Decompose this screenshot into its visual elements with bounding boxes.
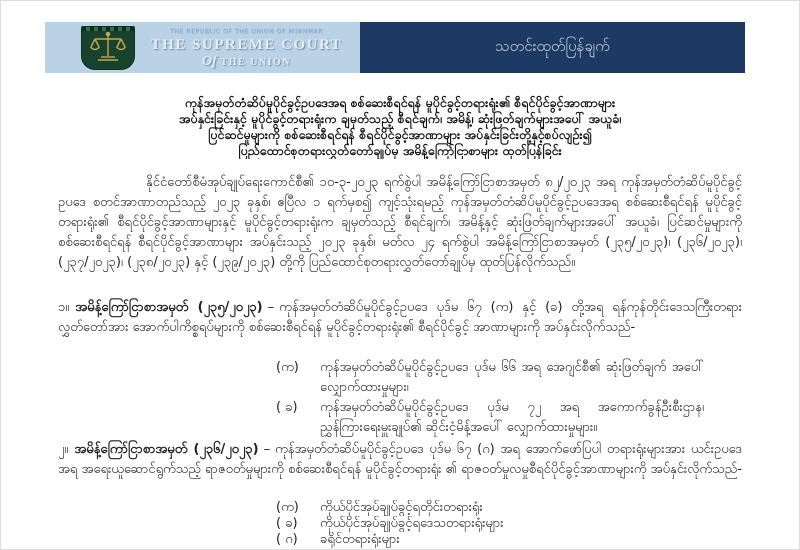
section-2-paragraph — [58, 440, 742, 500]
press-release-banner-text: သတင်းထုတ်ပြန်ချက် — [495, 36, 610, 55]
republic-line: THE REPUBLIC OF THE UNION OF MYANMAR — [170, 27, 323, 35]
list-item — [58, 398, 742, 438]
section-1-heading: အမိန့်ကြော်ငြာစာအမှတ် (၂၃၅/၂၀၂၃) — [75, 300, 263, 315]
court-subtitle — [139, 55, 354, 69]
list-item-text: ကုန်အမှတ်တံဆိပ်မူပိုင်ခွင့်ဥပဒေ ပုဒ်မ ၆၆ အရ အေဂျင်စီ၏ ဆုံးဖြတ်ချက် အပေါ် လျှောက်ထားမှုများ၊ — [320, 360, 704, 395]
list-item-label: (က) — [276, 500, 299, 515]
list-item — [58, 358, 742, 398]
section-1 — [58, 298, 742, 438]
court-title-block — [135, 27, 360, 69]
court-name: THE SUPREME COURT — [150, 36, 343, 53]
list-item-label: ( ဂ) — [276, 532, 298, 547]
section-2-dash: – — [263, 442, 271, 457]
document-title — [58, 95, 742, 159]
title-line-4: ပြည်ထောင်စုတရားလွှတ်တော်ချုပ်မှ အမိန့်ကြော်ငြာစာများ ထုတ်ပြန်ခြင်း — [238, 143, 562, 158]
header-band — [45, 22, 745, 73]
list-item-text: ကိုယ်ပိုင်အုပ်ချုပ်ခွင့်ရဒေသတရားရုံးများ — [320, 516, 504, 531]
section-2-number: ၂။ — [58, 442, 69, 457]
list-item — [58, 500, 742, 516]
list-item — [58, 516, 742, 532]
document-body — [0, 73, 800, 548]
list-item-label: ( ခ) — [276, 400, 298, 415]
supreme-court-crest — [81, 26, 135, 70]
intro-paragraph: နိုင်ငံတော်စီမံအုပ်ချုပ်ရေးကောင်စီ၏ ၁၀-၃-၂၀၂၃ ရက်စွဲပါ အမိန့်ကြော်ငြာစာအမှတ် ၈၂/၂၀၂၃ အရ ကုန်အမှတ်တံဆိပ်မူပိုင်ခွင့်ဥပဒေ စတင်အာဏာတည်သည့် ၂၀၂၃ ခုနှစ်၊ ဧပြီလ ၁ ရက်မှစ၍ ကျင့်သုံးရမည့် ကုန်အမှတ်တံဆိပ်မူပိုင်ခွင့်ဥပဒေအရ စစ်ဆေးစီရင်ရန် မူပိုင်ခွင့်တရားရုံး၏ စီရင်ပိုင်ခွင့်အာဏာများနှင့် မူပိုင်ခွင့်တရားရုံးက ချမှတ်သည့် စီရင်ချက်၊ အမိန့်နှင့် ဆုံးဖြတ်ချက်များအပေါ် အယူခံ၊ ပြင်ဆင်မှုများကို စစ်ဆေးစီရင်ရန် စီရင်ပိုင်ခွင့်အာဏာများ အပ်နှင်းသည့် ၂၀၂၃ ခုနှစ်၊ မတ်လ ၂၄ ရက်စွဲပါ အမိန့်ကြော်ငြာစာအမှတ် (၂၃၅/၂၀၂၃)၊ (၂၃၆/၂၀၂၃)၊ (၂၃၇/၂၀၂၃)၊ (၂၃၈/၂၀၂၃) နှင့် (၂၃၉/၂၀၂၃) တို့ကို ပြည်ထောင်စုတရားလွှတ်တော်ချုပ်မှ ထုတ်ပြန်လိုက်သည်။ — [58, 175, 742, 270]
court-subtitle-of: Of — [201, 53, 217, 69]
list-item-text: ခရိုင်တရားရုံးများ — [320, 532, 400, 547]
section-2-heading: အမိန့်ကြော်ငြာစာအမှတ် (၂၃၆/၂၀၂၃) — [74, 442, 259, 457]
title-line-2: အပ်နှင်းခြင်းနှင့် မူပိုင်ခွင့်တရားရုံးက ချမှတ်သည့် စီရင်ချက်၊ အမိန့်၊ ဆုံးဖြတ်ချက်များအပေါ် အယူခံ၊ — [178, 111, 622, 126]
list-item-label: (က) — [276, 360, 299, 375]
list-item-label: ( ခ) — [276, 516, 298, 531]
section-2-body: ကုန်အမှတ်တံဆိပ်မူပိုင်ခွင့်ဥပဒေ ပုဒ်မ ၆၇ (ဂ) အရ အောက်ဖော်ပြပါ တရားရုံးများအား ယင်းဥပဒေအရ အရေးယူဆောင်ရွက်သည့် ရာဇဝတ်မှုများကို စစ်ဆေးစီရင်ရန် မူပိုင်ခွင့်တရားရုံး ၏ ရာဇဝတ်မှုလမှုစီရင်ပိုင်ခွင့်အာဏာများကို အပ်နှင်းလိုက်သည်- — [58, 442, 742, 477]
list-item-text: ကိုယ်ပိုင်အုပ်ချုပ်ခွင့်ရတိုင်းတရားရုံး — [320, 500, 483, 515]
section-1-paragraph — [58, 298, 742, 358]
section-1-number: ၁။ — [58, 300, 70, 315]
list-item — [58, 532, 742, 548]
scales-of-justice-icon — [88, 31, 128, 65]
court-subtitle-rest: THE UNION — [220, 56, 292, 68]
section-2 — [58, 440, 742, 548]
press-release-banner — [360, 22, 745, 73]
title-line-3: ပြင်ဆင်မှုများကို စစ်ဆေးစီရင်ရန် စီရင်ပိုင်ခွင့်အာဏာများ အပ်နှင်းခြင်းတို့နှင့်စပ်လျဉ်း၍ — [208, 127, 592, 142]
section-1-body: ကုန်အမှတ်တံဆိပ်မူပိုင်ခွင့်ဥပဒေ ပုဒ်မ ၆၇ (က) နှင့် (ခ) တို့အရ ရန်ကုန်တိုင်းဒေသကြီးတရားလွှတ်တော်အား အောက်ပါကိစ္စရပ်များကို စစ်ဆေးစီရင်ရန် မူပိုင်ခွင့်တရားရုံး၏ စီရင်ပိုင်ခွင့် အာဏာများကို အပ်နှင်းလိုက်သည်- — [58, 300, 742, 335]
list-item-text: ကုန်အမှတ်တံဆိပ်မူပိုင်ခွင့်ဥပဒေ ပုဒ်မ ၇၂ အရ အကောက်ခွန်ဦးစီးဌာန၊ ညွှန်ကြားရေးမှူးချုပ်၏ ဆိုင်းငံ့မိန့်အပေါ် လျှောက်ထားမှုများ။ — [320, 400, 704, 435]
court-brand — [45, 22, 360, 73]
section-1-dash: – — [267, 300, 275, 315]
title-line-1: ကုန်အမှတ်တံဆိပ်မူပိုင်ခွင့်ဥပဒေအရ စစ်ဆေးစီရင်ရန် မူပိုင်ခွင့်တရားရုံး၏ စီရင်ပိုင်ခွင့်အာဏာများ — [184, 95, 616, 110]
